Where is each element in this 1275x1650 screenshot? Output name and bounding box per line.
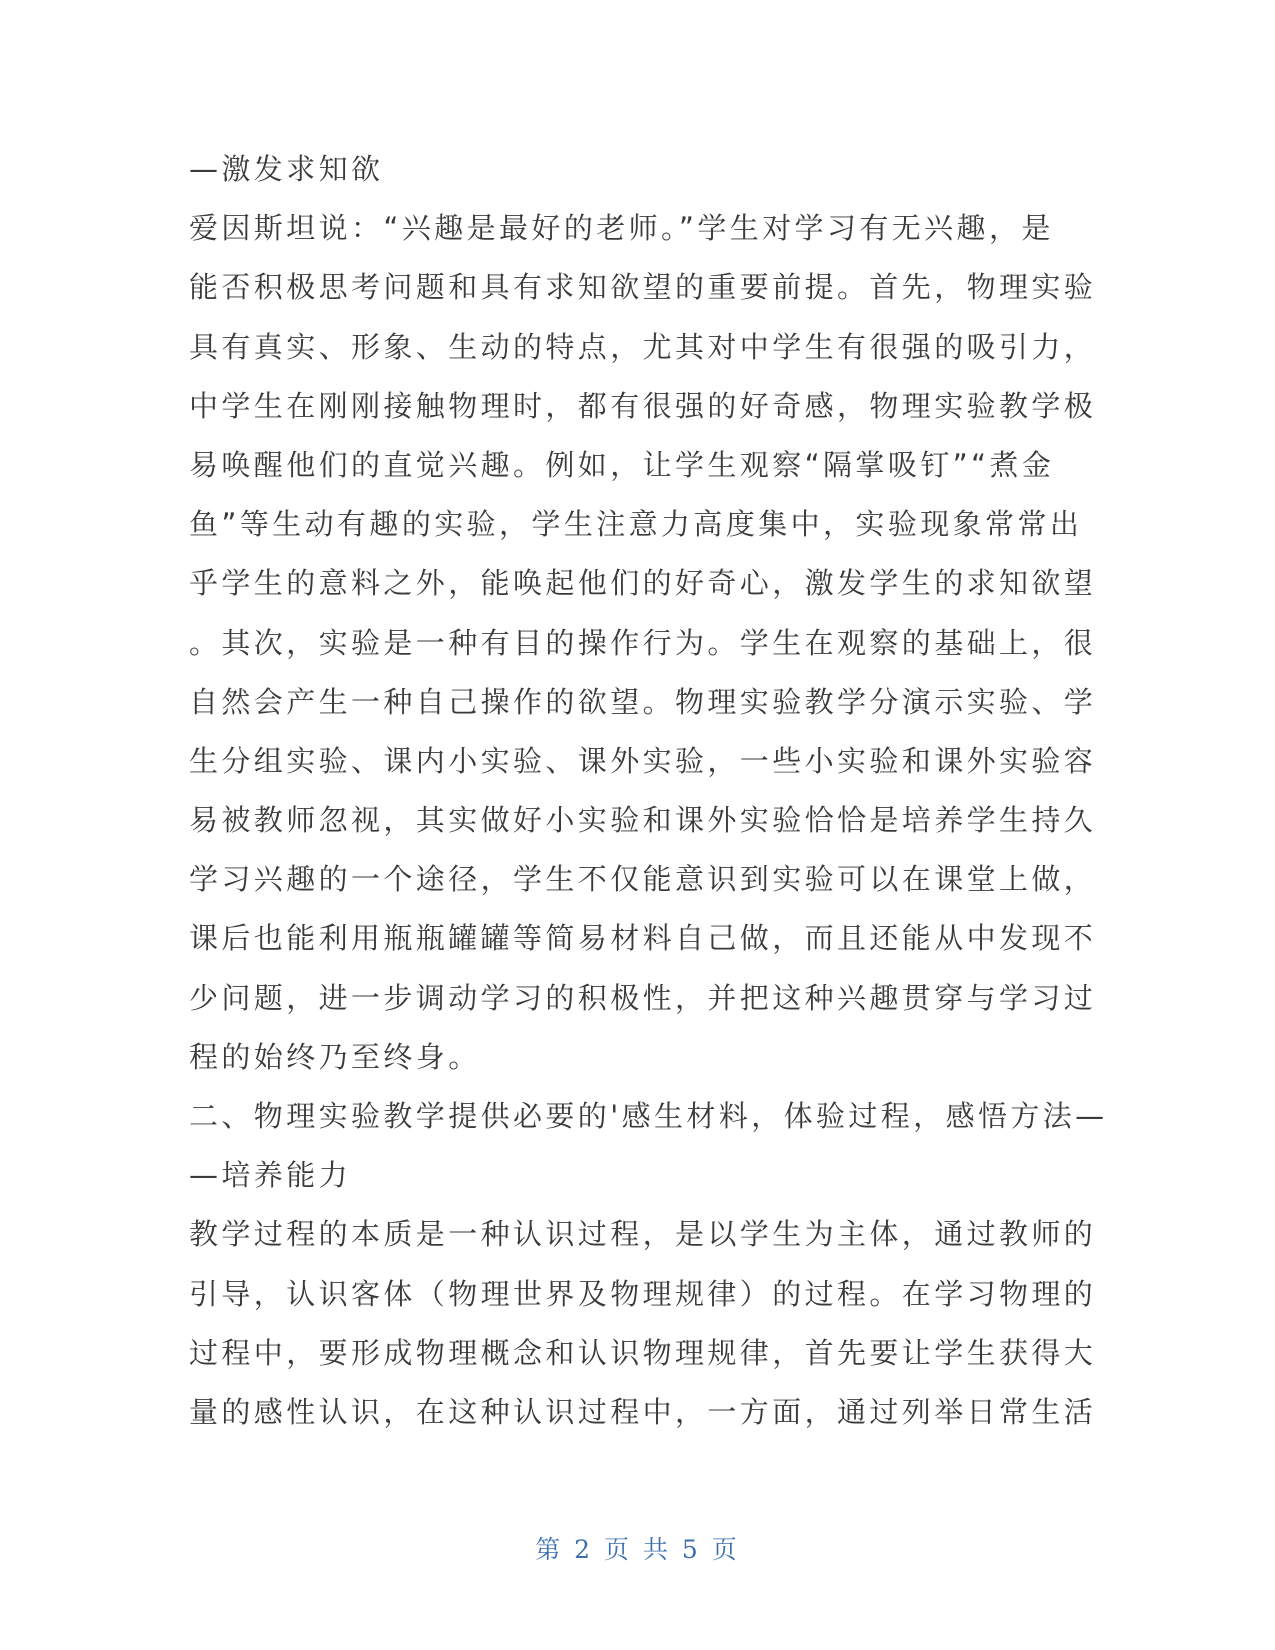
- text-line: 能否积极思考问题和具有求知欲望的重要前提。首先，物理实验: [189, 270, 1097, 305]
- text-line: 引导，认识客体（物理世界及物理规律）的过程。在学习物理的: [189, 1276, 1097, 1311]
- text-line: 少问题，进一步调动学习的积极性，并把这种兴趣贯穿与学习过: [189, 980, 1097, 1015]
- document-body: [189, 140, 1108, 1442]
- text-line: 具有真实、形象、生动的特点，尤其对中学生有很强的吸引力，: [189, 329, 1097, 364]
- text-line: 自然会产生一种自己操作的欲望。物理实验教学分演示实验、学: [189, 684, 1097, 719]
- text-line: 乎学生的意料之外，能唤起他们的好奇心，激发学生的求知欲望: [189, 566, 1097, 601]
- text-line: 中学生在刚刚接触物理时，都有很强的好奇感，物理实验教学极: [189, 388, 1097, 423]
- text-line: 课后也能利用瓶瓶罐罐等简易材料自己做，而且还能从中发现不: [189, 921, 1097, 956]
- text-line: —激发求知欲: [189, 152, 384, 186]
- text-line: 学习兴趣的一个途径，学生不仅能意识到实验可以在课堂上做，: [189, 862, 1097, 897]
- text-line: 生分组实验、课内小实验、课外实验，一些小实验和课外实验容: [189, 743, 1097, 778]
- section-heading-line: 二、物理实验教学提供必要的'感生材料，体验过程，感悟方法—: [189, 1099, 1108, 1133]
- text-line: 。其次，实验是一种有目的操作行为。学生在观察的基础上，很: [189, 625, 1097, 660]
- text-line: 易唤醒他们的直觉兴趣。例如，让学生观察“隔掌吸钉”“煮金: [189, 447, 1055, 482]
- text-line: 爱因斯坦说：“兴趣是最好的老师。”学生对学习有无兴趣，是: [189, 211, 1054, 246]
- text-line: 教学过程的本质是一种认识过程，是以学生为主体，通过教师的: [189, 1217, 1097, 1252]
- section-heading-line: —培养能力: [189, 1158, 352, 1193]
- text-line: 程的始终乃至终身。: [189, 1039, 481, 1074]
- text-line: 量的感性认识，在这种认识过程中，一方面，通过列举日常生活: [189, 1394, 1097, 1429]
- text-line: 易被教师忽视，其实做好小实验和课外实验恰恰是培养学生持久: [189, 803, 1097, 838]
- text-line: 过程中，要形成物理概念和认识物理规律，首先要让学生获得大: [189, 1335, 1097, 1370]
- text-line: 鱼”等生动有趣的实验，学生注意力高度集中，实验现象常常出: [189, 507, 1083, 542]
- page-number-footer: 第 2 页 共 5 页: [535, 1535, 740, 1564]
